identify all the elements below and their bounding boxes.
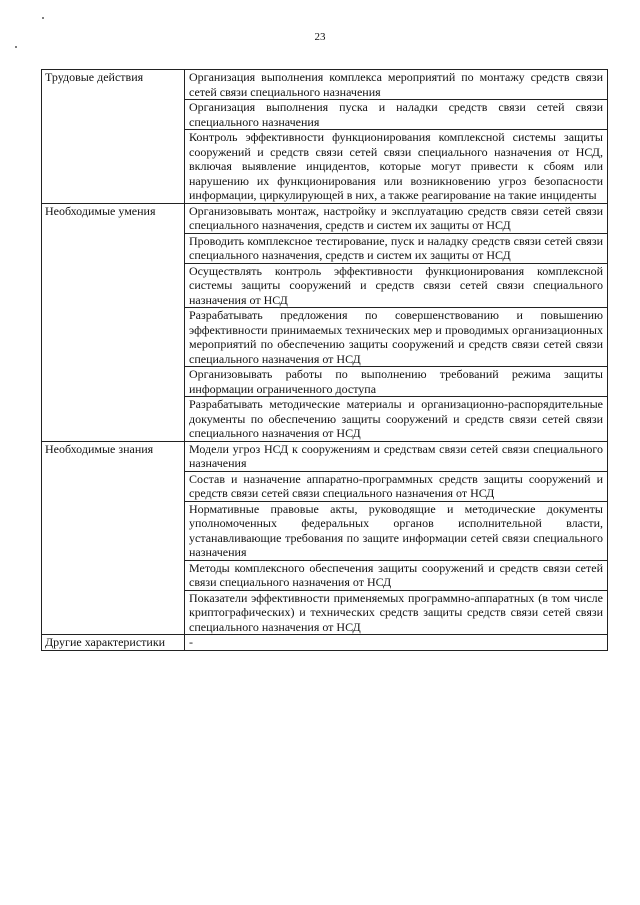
table-row: [42, 635, 608, 651]
section-label-labor-actions: Трудовые действия: [42, 70, 185, 204]
qualification-table: [41, 69, 608, 651]
table-cell: -: [185, 635, 608, 651]
table-cell: Разрабатывать методические материалы и организационно-распорядительные документы по обеспечению защиты сооружений и средств связи сетей связи специального назначения от НСД: [185, 397, 608, 442]
table-cell: Модели угроз НСД к сооружениям и средствам связи сетей связи специального назначения: [185, 441, 608, 471]
table-row: [42, 203, 608, 233]
table-cell: Состав и назначение аппаратно-программных средств защиты сооружений и средств связи сетей связи специального назначения от НСД: [185, 471, 608, 501]
table-cell: Методы комплексного обеспечения защиты сооружений и средств связи сетей связи специального назначения от НСД: [185, 560, 608, 590]
table-row: [42, 70, 608, 100]
table-row: [42, 441, 608, 471]
table-cell: Контроль эффективности функционирования комплексной системы защиты сооружений и средств связи сетей связи специального назначения от НСД, включая выявление инцидентов, которые могут привести к сбоям или нарушению их функционирования или возникновению угроз безопасности информации, циркулирующей в них, а также реагирование на такие инциденты: [185, 130, 608, 204]
table-cell: Проводить комплексное тестирование, пуск и наладку средств связи сетей связи специального назначения, средств и систем их защиты от НСД: [185, 233, 608, 263]
table-cell: Организовывать монтаж, настройку и эксплуатацию средств связи сетей связи специального назначения, средств и систем их защиты от НСД: [185, 203, 608, 233]
section-label-other-characteristics: Другие характеристики: [42, 635, 185, 651]
table-cell: Организация выполнения комплекса мероприятий по монтажу средств связи сетей связи специального назначения: [185, 70, 608, 100]
table-cell: Разрабатывать предложения по совершенствованию и повышению эффективности принимаемых технических мер и проводимых организационных мероприятий по обеспечению защиты сооружений и средств связи сетей связи специального назначения от НСД: [185, 308, 608, 367]
section-label-required-knowledge: Необходимые знания: [42, 441, 185, 635]
scan-speck: [15, 46, 17, 48]
page-number: 23: [314, 31, 326, 43]
scan-speck: [42, 17, 44, 19]
section-label-required-skills: Необходимые умения: [42, 203, 185, 441]
table-cell: Нормативные правовые акты, руководящие и методические документы уполномоченных федеральных органов исполнительной власти, устанавливающие требования по защите информации сетей связи специального назначения: [185, 501, 608, 560]
table-cell: Осуществлять контроль эффективности функционирования комплексной системы защиты сооружений и средств связи сетей связи специального назначения от НСД: [185, 263, 608, 308]
table-cell: Показатели эффективности применяемых программно-аппаратных (в том числе криптографических) и технических средств защиты средств связи сетей связи специального назначения от НСД: [185, 590, 608, 635]
table-cell: Организовывать работы по выполнению требований режима защиты информации ограниченного доступа: [185, 367, 608, 397]
table-cell: Организация выполнения пуска и наладки средств связи сетей связи специального назначения: [185, 100, 608, 130]
